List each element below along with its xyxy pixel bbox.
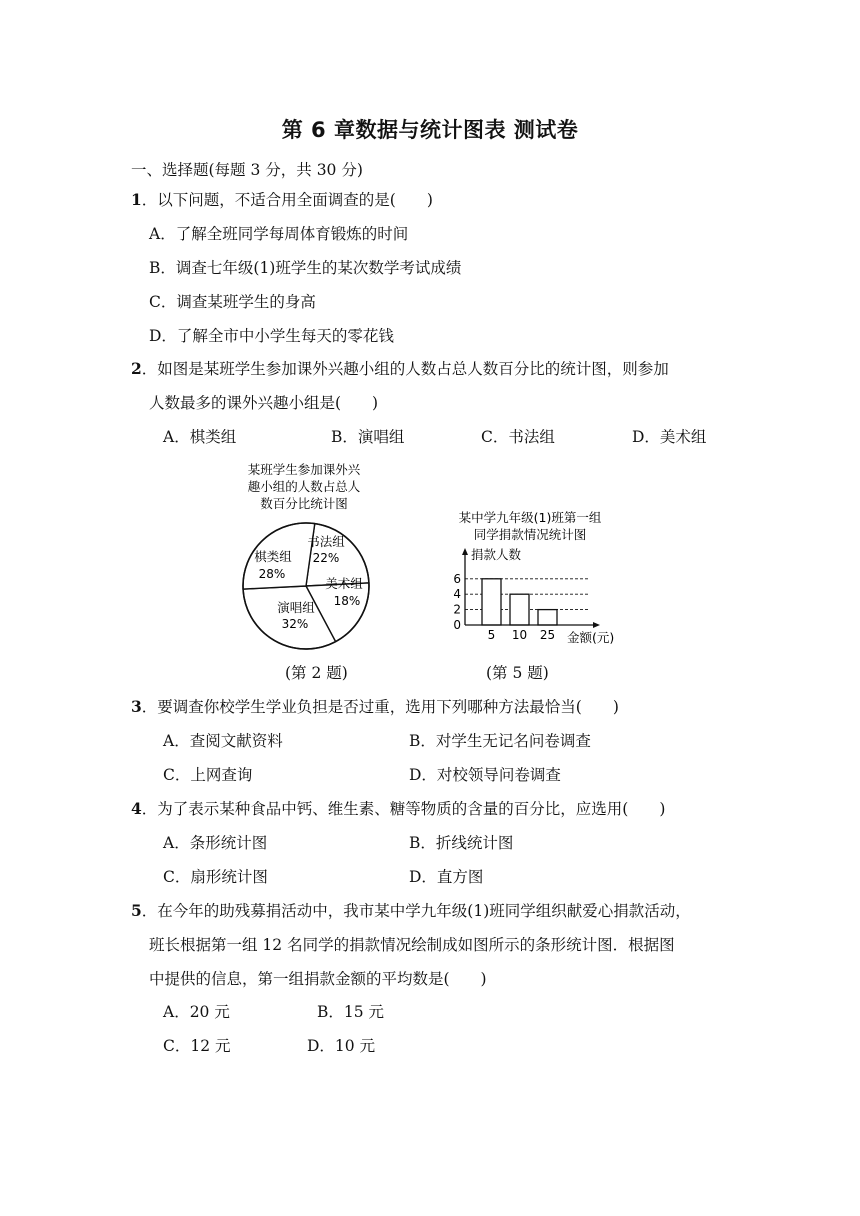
q4-option-b: B．折线统计图 — [409, 834, 514, 852]
x-tick-label: 10 — [511, 628, 528, 642]
page-title: 第 6 章数据与统计图表 测试卷 — [281, 118, 579, 142]
x-axis-arrow — [593, 622, 600, 628]
y-axis-arrow — [462, 548, 468, 555]
slice-label-yanchang: 演唱组 — [277, 600, 315, 615]
figure-5-caption: (第 5 题) — [486, 664, 549, 682]
q1-option-c: C．调查某班学生的身高 — [149, 293, 316, 311]
question-5-continued-1: 班长根据第一组 12 名同学的捐款情况绘制成如图所示的条形统计图．根据图 — [149, 936, 675, 954]
y-tick-label: 4 — [453, 587, 461, 602]
bar-5 — [482, 579, 501, 625]
bar-title-line-1: 某中学九年级(1)班第一组 — [458, 510, 602, 525]
section-heading: 一、选择题(每题 3 分，共 30 分) — [131, 161, 363, 179]
slice-label-meishu: 美术组 — [325, 576, 363, 591]
question-text: ．为了表示某种食品中钙、维生素、糖等物质的含量的百分比，应选用( ) — [141, 800, 666, 818]
figure-2-caption: (第 2 题) — [285, 664, 348, 682]
bar-25 — [538, 610, 557, 625]
slice-value-qilei: 28% — [258, 567, 286, 581]
slice-value-meishu: 18% — [333, 594, 361, 608]
y-tick-label: 2 — [453, 602, 461, 617]
q5-option-b: B．15 元 — [317, 1003, 385, 1021]
question-number: 1 — [131, 190, 142, 209]
question-number: 2 — [131, 359, 142, 378]
slice-value-yanchang: 32% — [281, 617, 309, 631]
question-number: 3 — [131, 697, 142, 716]
pie-title-line-1: 某班学生参加课外兴 — [247, 462, 361, 477]
q1-option-b: B．调查七年级(1)班学生的某次数学考试成绩 — [149, 259, 462, 277]
question-1 — [131, 189, 433, 211]
q3-option-a: A．查阅文献资料 — [163, 732, 283, 750]
y-tick-label: 0 — [453, 618, 461, 632]
question-text: ．要调查你校学生学业负担是否过重，选用下列哪种方法最恰当( ) — [141, 698, 619, 716]
q4-option-a: A．条形统计图 — [163, 834, 268, 852]
question-2 — [131, 358, 669, 380]
pie-title-line-2: 趣小组的人数占总人 — [247, 479, 361, 494]
q5-option-c: C．12 元 — [163, 1037, 231, 1055]
q2-option-a: A．棋类组 — [163, 428, 237, 446]
question-2-continued: 人数最多的课外兴趣小组是( ) — [149, 394, 379, 412]
pie-chart — [230, 460, 390, 655]
y-axis-label: 捐款人数 — [471, 547, 522, 562]
q5-option-d: D．10 元 — [307, 1037, 376, 1055]
q3-option-d: D．对校领导问卷调查 — [409, 766, 561, 784]
question-text: ．在今年的助残募捐活动中，我市某中学九年级(1)班同学组织献爱心捐款活动， — [141, 902, 691, 920]
bar-chart — [445, 505, 625, 650]
q3-option-c: C．上网查询 — [163, 766, 253, 784]
question-5-continued-2: 中提供的信息，第一组捐款金额的平均数是( ) — [149, 970, 487, 988]
q3-option-b: B．对学生无记名问卷调查 — [409, 732, 591, 750]
pie-title-line-3: 数百分比统计图 — [260, 496, 348, 511]
q5-option-a: A．20 元 — [163, 1003, 230, 1021]
q1-option-d: D．了解全市中小学生每天的零花钱 — [149, 327, 394, 345]
question-5 — [131, 900, 691, 922]
question-4 — [131, 798, 665, 820]
q4-option-c: C．扇形统计图 — [163, 868, 268, 886]
question-number: 4 — [131, 799, 142, 818]
q2-option-b: B．演唱组 — [331, 428, 405, 446]
slice-label-shufa: 书法组 — [307, 534, 345, 549]
q1-option-a: A．了解全班同学每周体育锻炼的时间 — [149, 225, 409, 243]
x-tick-label: 5 — [487, 628, 496, 642]
question-text: ．如图是某班学生参加课外兴趣小组的人数占总人数百分比的统计图，则参加 — [141, 360, 669, 378]
x-axis-label: 金额(元) — [567, 630, 615, 645]
bar-10 — [510, 594, 529, 625]
bar-title-line-2: 同学捐款情况统计图 — [473, 527, 587, 542]
question-text: ．以下问题，不适合用全面调查的是( ) — [141, 191, 433, 209]
x-tick-label: 25 — [539, 628, 556, 642]
question-number: 5 — [131, 901, 142, 920]
slice-value-shufa: 22% — [312, 551, 340, 565]
q2-option-d: D．美术组 — [632, 428, 707, 446]
q4-option-d: D．直方图 — [409, 868, 484, 886]
slice-label-qilei: 棋类组 — [254, 549, 292, 564]
y-tick-label: 6 — [453, 571, 461, 586]
question-3 — [131, 696, 619, 718]
q2-option-c: C．书法组 — [481, 428, 555, 446]
